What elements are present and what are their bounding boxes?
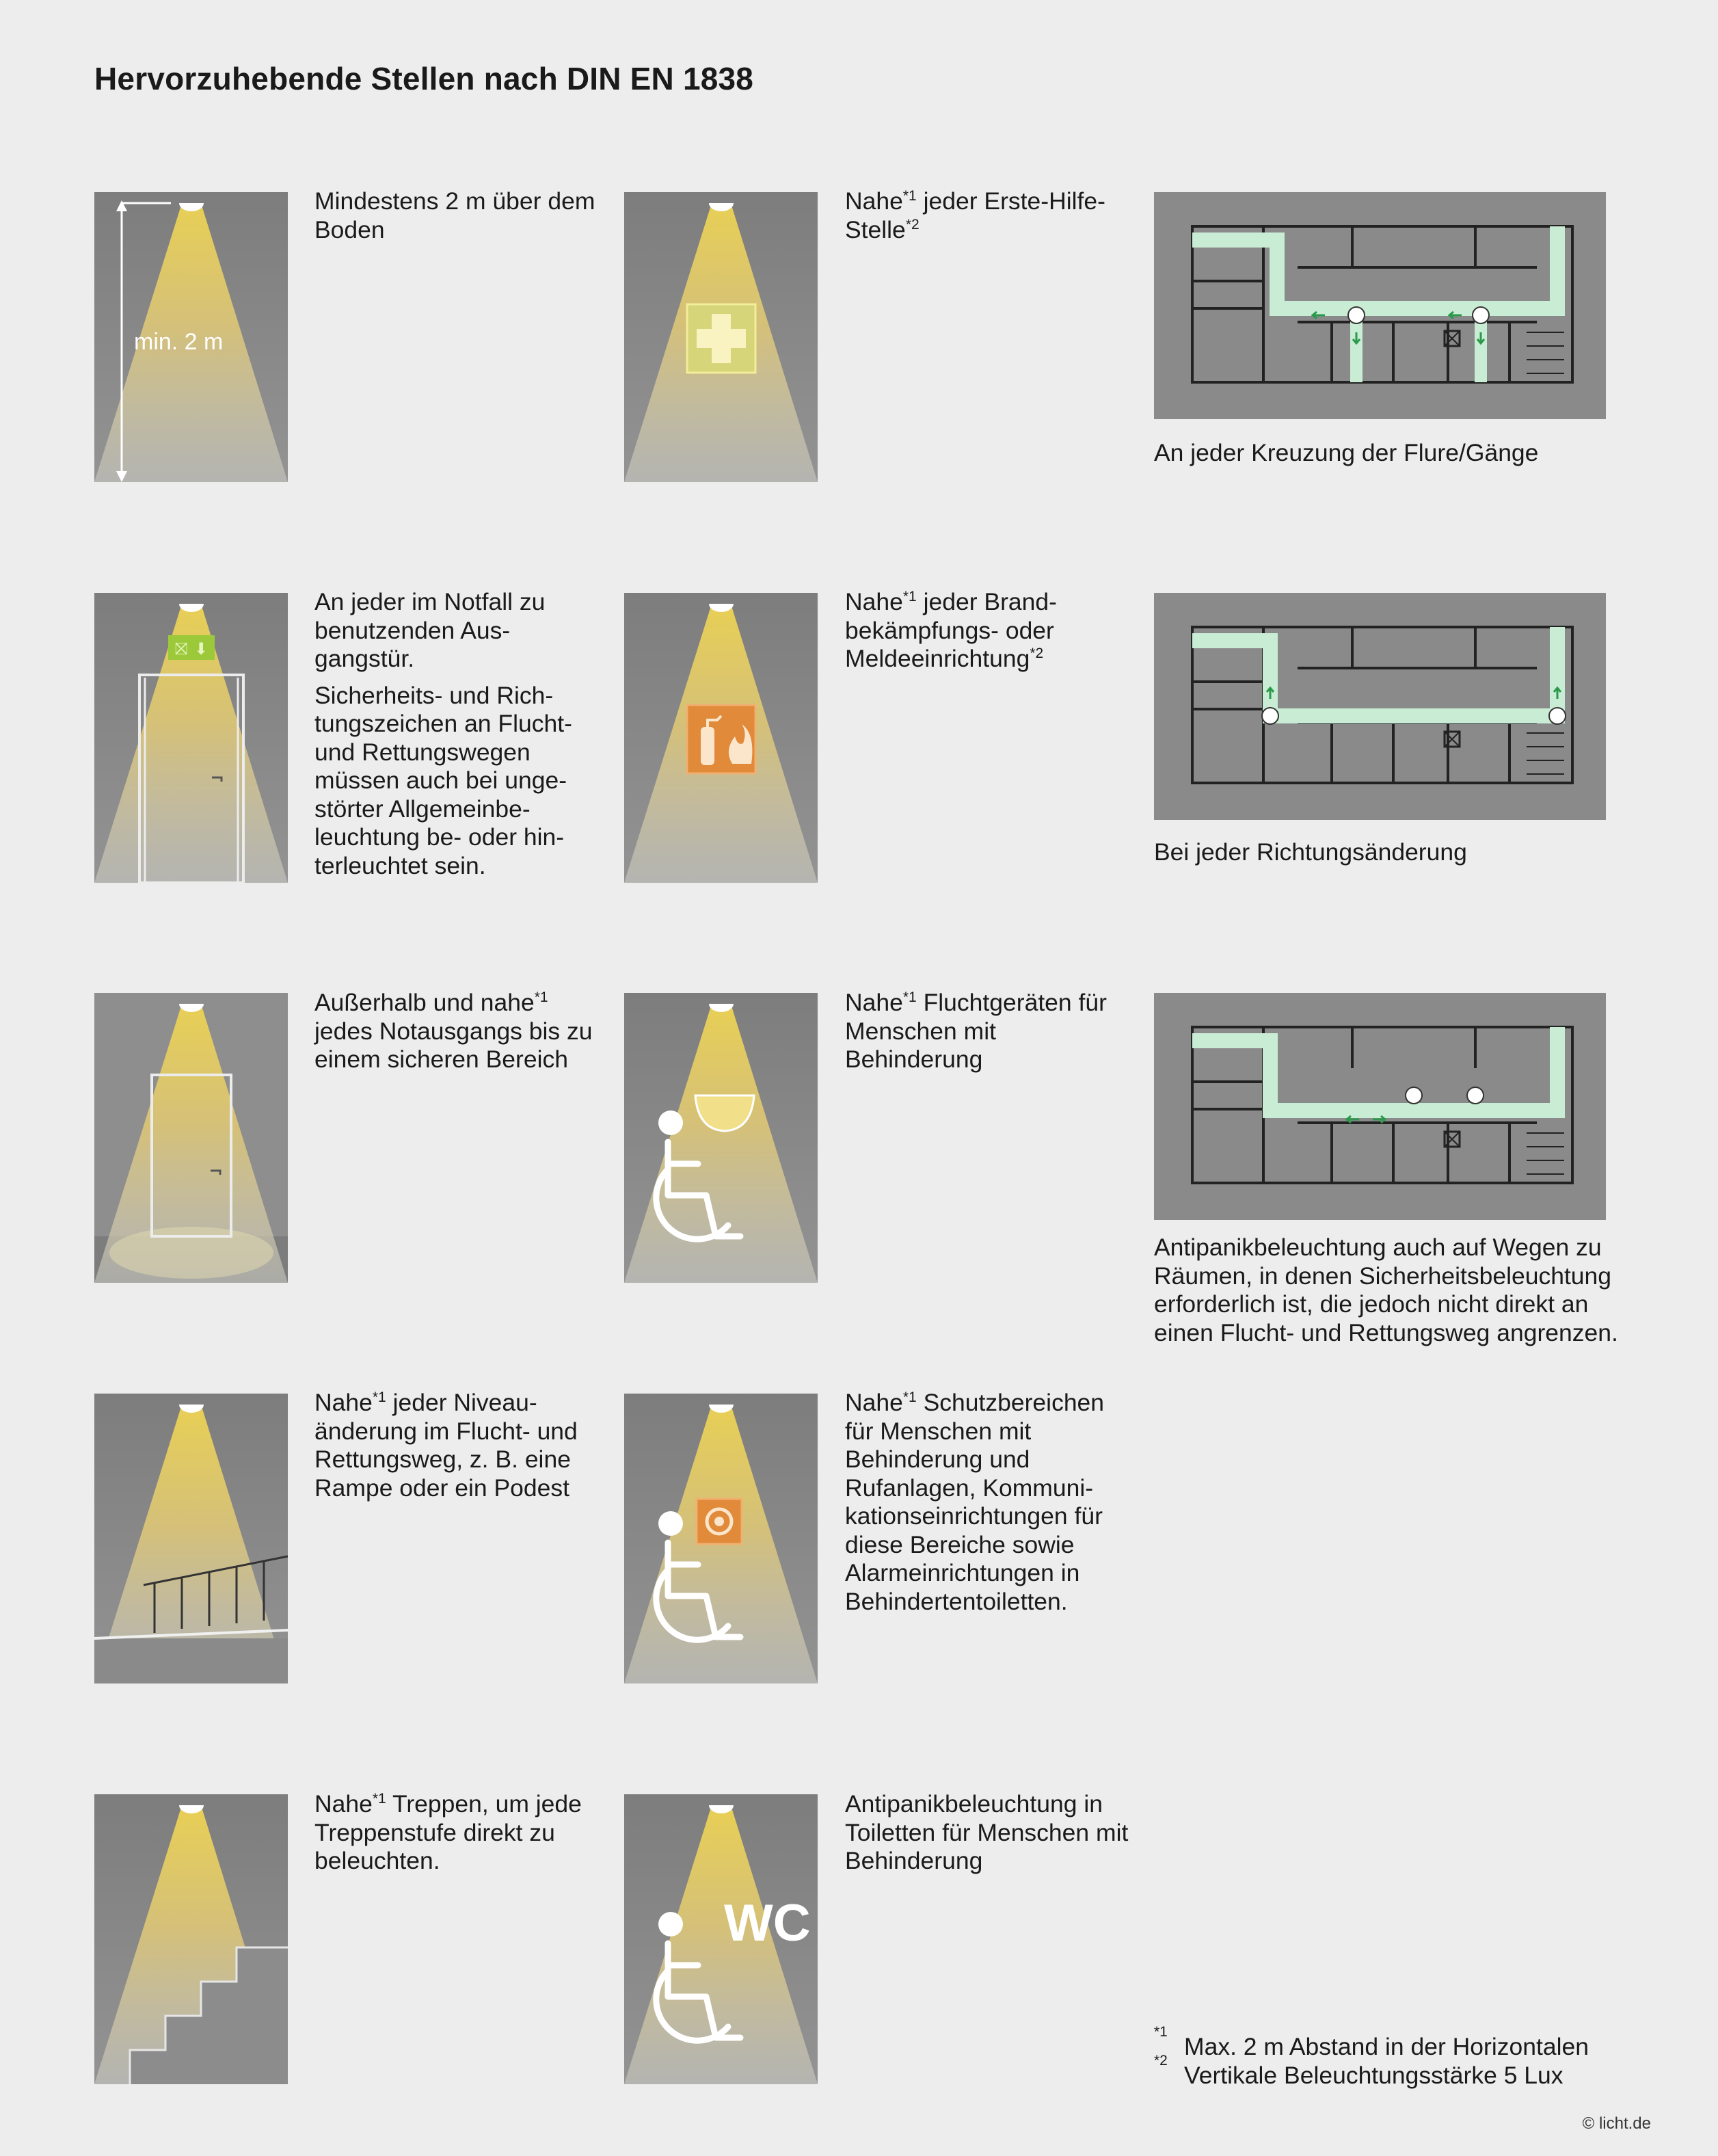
item-text-6: Bei jeder Richtungsänderung	[1154, 838, 1467, 866]
item-text-5: Nahe$^{*1}$ jeder Brandbekämpfungs- oder Meldeeinrichtung$^{*2}$	[845, 588, 1057, 672]
panel-accessible-toilet	[624, 1794, 818, 2084]
item-text-9: Antipanikbeleuchtung auch auf Wegen zu Räumen, in denen Sicherheitsbeleuchtung erforderlich ist, die jedoch nicht direkt an einen Flucht- und Rettungsweg angrenzen.	[1154, 1234, 1618, 1346]
height-label: min. 2 m	[134, 329, 224, 355]
item-text-1: Mindestens 2 m über dem Boden	[314, 187, 595, 243]
wc-label: WC	[724, 1894, 811, 1952]
panel-refuge-area	[624, 1394, 818, 1683]
panel-stairs	[94, 1794, 288, 2084]
item-text-3: An jeder Kreuzung der Flure/Gänge	[1154, 439, 1539, 466]
floorplan-antipanic-routes	[1154, 993, 1606, 1220]
item-text-2: Nahe$^{*1}$ jeder Erste-Hilfe-Stelle$^{*2}$	[845, 187, 1105, 243]
panel-outside-exit	[94, 993, 288, 1283]
footnote-1: *1 Max. 2 m Abstand in der Horizontalen	[1154, 2024, 1589, 2060]
copyright: © licht.de	[1582, 2114, 1651, 2133]
panel-fire-extinguisher	[624, 593, 818, 883]
floorplan-direction-change	[1154, 593, 1606, 820]
svg-text:⬇: ⬇	[194, 639, 209, 658]
panel-escape-devices	[624, 993, 818, 1283]
item-text-7: Außerhalb und nahe$^{*1}$ jedes Notausgangs bis zu einem sicheren Bereich	[314, 989, 593, 1073]
item-text-13: Antipanikbeleuchtung in Toiletten für Menschen mit Behinderung	[845, 1790, 1129, 1874]
svg-text:⛝: ⛝	[175, 639, 188, 658]
item-text-8: Nahe$^{*1}$ Fluchtgeräten für Menschen mit Behinderung	[845, 989, 1107, 1073]
panel-exit-door	[94, 593, 288, 883]
item-text-4: An jeder im Notfall zu benutzenden Ausgangstür. Sicherheits- und Richtungszeichen an Flucht- und Rettungswegen müssen auch bei ungestörter Allgemeinbeleuchtung be- oder hinterleuchtet sein.	[314, 588, 572, 879]
panel-first-aid	[624, 192, 818, 482]
panel-level-change	[94, 1394, 288, 1683]
floorplan-crossings	[1154, 192, 1606, 419]
item-text-10: Nahe$^{*1}$ jeder Niveauänderung im Flucht- und Rettungsweg, z. B. eine Rampe oder ein Podest	[314, 1389, 578, 1502]
page-title: Hervorzuhebende Stellen nach DIN EN 1838	[94, 61, 754, 96]
item-text-12: Nahe$^{*1}$ Treppen, um jede Treppenstufe direkt zu beleuchten.	[314, 1790, 582, 1874]
footnote-2: *2 Vertikale Beleuchtungsstärke 5 Lux	[1154, 2053, 1563, 2089]
footnotes	[1154, 2024, 1589, 2090]
item-text-11: Nahe$^{*1}$ Schutzbereichen für Menschen mit Behinderung und Rufanlagen, Kommunikationseinrichtungen für diese Bereiche sowie Alarmeinrichtungen in Behindertentoiletten.	[845, 1389, 1105, 1615]
panel-min-height	[94, 192, 288, 482]
